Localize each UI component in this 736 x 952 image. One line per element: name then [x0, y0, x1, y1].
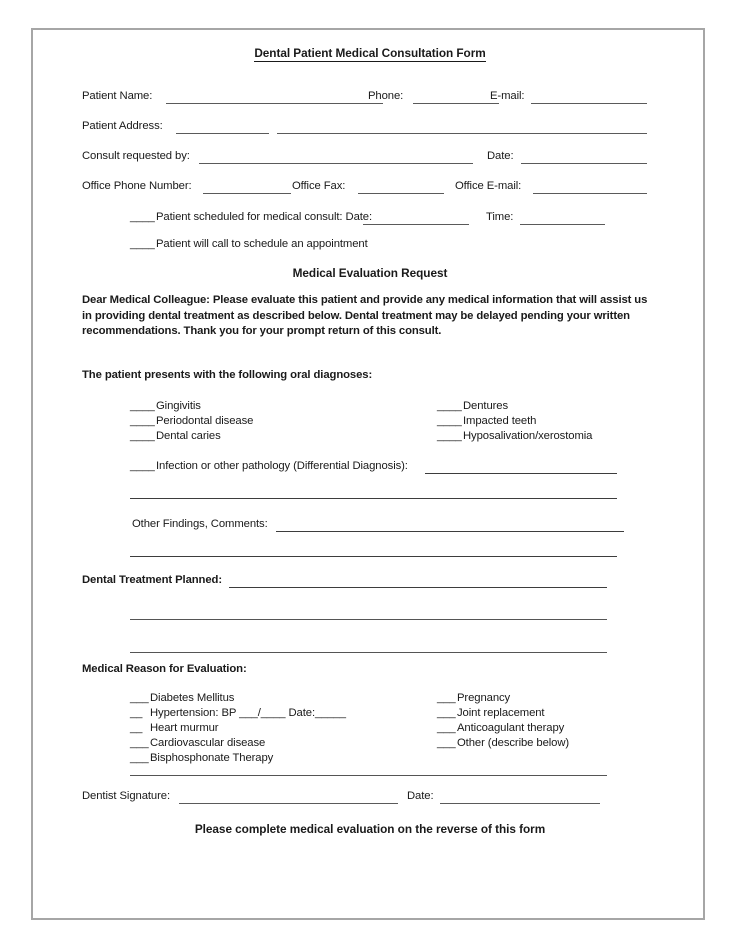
- consult-date-label: Date:: [487, 150, 514, 162]
- reason-checkbox-hypertension[interactable]: __: [130, 707, 143, 719]
- dentist-signature-label: Dentist Signature:: [82, 790, 170, 802]
- other-describe-input-line[interactable]: [130, 775, 607, 776]
- reason-label-pregnancy: Pregnancy: [457, 692, 511, 704]
- infection-checkbox[interactable]: ____: [130, 460, 155, 472]
- diagnosis-label-gingivitis: Gingivitis: [156, 400, 201, 412]
- reason-label-anticoagulant: Anticoagulant therapy: [457, 722, 565, 734]
- treatment-planned-input-line-1[interactable]: [229, 587, 607, 588]
- diagnosis-checkbox-dental-caries[interactable]: ____: [130, 430, 155, 442]
- scheduled-consult-time-label: Time:: [486, 211, 514, 223]
- office-phone-input[interactable]: [203, 193, 291, 194]
- reason-label-hypertension: Hypertension: BP ___/____ Date:_____: [150, 707, 346, 719]
- reason-checkbox-other[interactable]: ___: [437, 737, 456, 749]
- reason-label-joint-replacement: Joint replacement: [457, 707, 545, 719]
- letter-paragraph: Dear Medical Colleague: Please evaluate this patient and provide any medical information that will assist us in providing dental treatment as described below. Dental treatment may be delayed pending your written recommendations. Thank you for your prompt return of this consult.: [82, 294, 648, 338]
- treatment-planned-input-line-2[interactable]: [130, 619, 607, 620]
- reason-checkbox-bisphosphonate[interactable]: ___: [130, 752, 149, 764]
- reason-label-diabetes: Diabetes Mellitus: [150, 692, 235, 704]
- office-email-label: Office E-mail:: [455, 180, 522, 192]
- email-input[interactable]: [531, 103, 647, 104]
- reason-label-heart-murmur: Heart murmur: [150, 722, 219, 734]
- diagnosis-checkbox-impacted-teeth[interactable]: ____: [437, 415, 462, 427]
- patient-address-input-2[interactable]: [277, 133, 647, 134]
- reason-label-other: Other (describe below): [457, 737, 570, 749]
- diagnosis-checkbox-periodontal-disease[interactable]: ____: [130, 415, 155, 427]
- diagnosis-checkbox-hyposalivation[interactable]: ____: [437, 430, 462, 442]
- oral-diagnoses-heading: The patient presents with the following oral diagnoses:: [82, 369, 373, 381]
- infection-label: Infection or other pathology (Differential Diagnosis):: [156, 460, 408, 472]
- diagnosis-label-impacted-teeth: Impacted teeth: [463, 415, 537, 427]
- infection-input-line-1[interactable]: [425, 473, 617, 474]
- reason-checkbox-joint-replacement[interactable]: ___: [437, 707, 456, 719]
- document-body: [33, 30, 707, 922]
- reason-checkbox-diabetes[interactable]: ___: [130, 692, 149, 704]
- patient-name-label: Patient Name:: [82, 90, 153, 102]
- reason-checkbox-heart-murmur[interactable]: __: [130, 722, 143, 734]
- scheduled-consult-label: Patient scheduled for medical consult: Date:: [156, 211, 373, 223]
- scheduled-consult-date-input[interactable]: [363, 224, 469, 225]
- diagnosis-checkbox-gingivitis[interactable]: ____: [130, 400, 155, 412]
- patient-address-label: Patient Address:: [82, 120, 163, 132]
- office-fax-label: Office Fax:: [292, 180, 346, 192]
- diagnosis-label-dentures: Dentures: [463, 400, 509, 412]
- phone-input[interactable]: [413, 103, 499, 104]
- office-email-input[interactable]: [533, 193, 647, 194]
- other-findings-input-line-2[interactable]: [130, 556, 617, 557]
- treatment-planned-label: Dental Treatment Planned:: [82, 574, 222, 586]
- reason-checkbox-cardiovascular[interactable]: ___: [130, 737, 149, 749]
- infection-input-line-2[interactable]: [130, 498, 617, 499]
- page-frame: [31, 28, 705, 920]
- diagnosis-checkbox-dentures[interactable]: ____: [437, 400, 462, 412]
- reason-label-cardiovascular: Cardiovascular disease: [150, 737, 266, 749]
- patient-address-input-1[interactable]: [176, 133, 269, 134]
- phone-label: Phone:: [368, 90, 404, 102]
- section-heading-medical-evaluation-request: Medical Evaluation Request: [292, 266, 448, 280]
- email-label: E-mail:: [490, 90, 525, 102]
- page-title: [33, 46, 707, 60]
- consult-requested-by-input[interactable]: [199, 163, 473, 164]
- scheduled-consult-checkbox[interactable]: ____: [130, 211, 155, 223]
- other-findings-label: Other Findings, Comments:: [132, 518, 268, 530]
- will-call-label: Patient will call to schedule an appointment: [156, 238, 368, 250]
- consult-date-input[interactable]: [521, 163, 647, 164]
- page-title-text: Dental Patient Medical Consultation Form: [254, 46, 486, 60]
- diagnosis-label-hyposalivation: Hyposalivation/xerostomia: [463, 430, 593, 442]
- signature-date-label: Date:: [407, 790, 434, 802]
- diagnosis-label-periodontal-disease: Periodontal disease: [156, 415, 254, 427]
- other-findings-input-line-1[interactable]: [276, 531, 624, 532]
- will-call-checkbox[interactable]: ____: [130, 238, 155, 250]
- reason-label-bisphosphonate: Bisphosphonate Therapy: [150, 752, 274, 764]
- treatment-planned-input-line-3[interactable]: [130, 652, 607, 653]
- diagnosis-label-dental-caries: Dental caries: [156, 430, 221, 442]
- office-fax-input[interactable]: [358, 193, 444, 194]
- scheduled-consult-time-input[interactable]: [520, 224, 605, 225]
- reason-checkbox-pregnancy[interactable]: ___: [437, 692, 456, 704]
- dentist-signature-input[interactable]: [179, 803, 398, 804]
- footer-note: Please complete medical evaluation on the reverse of this form: [194, 822, 546, 836]
- patient-name-input[interactable]: [166, 103, 383, 104]
- medical-reason-heading: Medical Reason for Evaluation:: [82, 663, 247, 675]
- signature-date-input[interactable]: [440, 803, 600, 804]
- reason-checkbox-anticoagulant[interactable]: ___: [437, 722, 456, 734]
- consult-requested-by-label: Consult requested by:: [82, 150, 190, 162]
- office-phone-label: Office Phone Number:: [82, 180, 192, 192]
